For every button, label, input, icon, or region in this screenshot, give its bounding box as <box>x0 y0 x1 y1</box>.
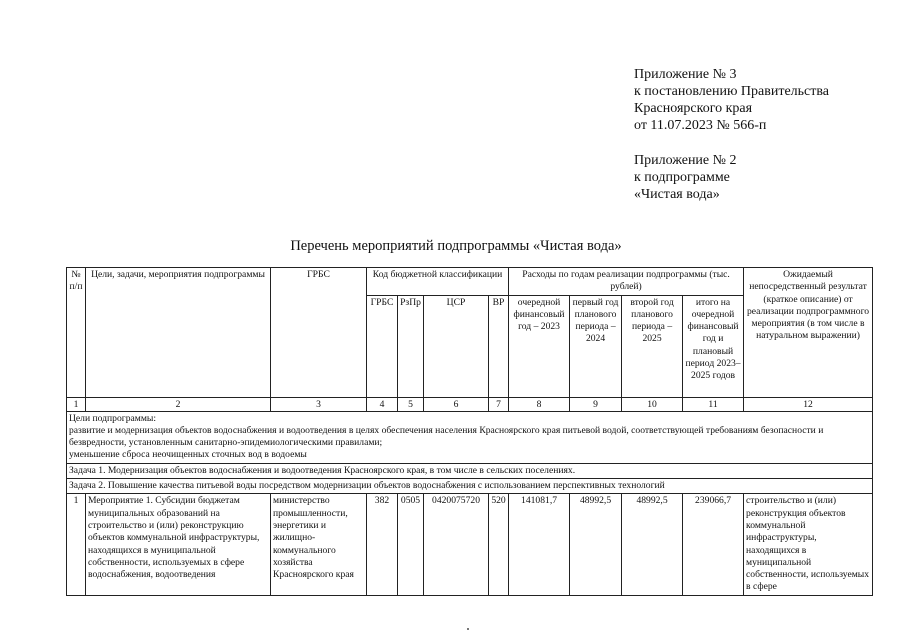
row-grbs-name: министерство промышленности, энергетики и жилищно-коммунального хозяйства Красноярского края <box>271 494 367 595</box>
column-number: 12 <box>744 397 873 411</box>
row-vr: 520 <box>489 494 509 595</box>
header-sub-vr: ВР <box>489 295 509 397</box>
goals-cell <box>67 411 873 463</box>
goal-1: развитие и модернизация объектов водоснабжения и водоотведения в целях обеспечения населения Красноярского края питьевой водой, соответствующей требованиям безопасности и безвредности, установленным санитарно-эпидемиологическими правилами; <box>69 424 824 449</box>
header-goals: Цели, задачи, мероприятия подпрограммы <box>86 268 271 398</box>
column-number: 11 <box>683 397 744 411</box>
task-2-row <box>67 479 873 494</box>
goal-2: уменьшение сброса неочищенных сточных вод в водоемы <box>69 449 307 461</box>
appendix-1-line-2: к постановлению Правительства <box>634 84 830 99</box>
header-budget-code: Код бюджетной классификации <box>367 268 509 296</box>
appendix-block-1 <box>634 66 829 134</box>
column-number: 7 <box>489 397 509 411</box>
appendix-2-line-3: «Чистая вода» <box>634 187 720 202</box>
column-number: 10 <box>622 397 683 411</box>
header-year-2025: второй год планового периода – 2025 <box>622 295 683 397</box>
header-expenses: Расходы по годам реализации подпрограммы (тыс. рублей) <box>509 268 744 296</box>
task-1: Задача 1. Модернизация объектов водоснабжения и водоотведения Красноярского края, в том числе в сельских поселениях. <box>67 463 873 478</box>
appendix-2-line-2: к подпрограмме <box>634 170 730 185</box>
appendix-1-line-1: Приложение № 3 <box>634 67 737 82</box>
task-1-row <box>67 463 873 478</box>
appendix-2-line-1: Приложение № 2 <box>634 153 737 168</box>
row-2025: 48992,5 <box>622 494 683 595</box>
column-number: 9 <box>570 397 622 411</box>
header-sub-grbs: ГРБС <box>367 295 398 397</box>
header-year-2024: первый год планового периода – 2024 <box>570 295 622 397</box>
header-year-2023: очередной финансовый год – 2023 <box>509 295 570 397</box>
row-rzpr: 0505 <box>398 494 424 595</box>
header-sub-rzpr: РзПр <box>398 295 424 397</box>
appendix-block-2 <box>634 152 737 203</box>
row-total: 239066,7 <box>683 494 744 595</box>
scan-speck <box>467 628 469 630</box>
column-number: 3 <box>271 397 367 411</box>
goals-label: Цели подпрограммы: <box>69 412 157 424</box>
column-number: 1 <box>67 397 86 411</box>
column-number: 2 <box>86 397 271 411</box>
column-number: 5 <box>398 397 424 411</box>
task-2: Задача 2. Повышение качества питьевой воды посредством модернизации объектов водоснабжения с использованием перспективных технологий <box>67 479 873 494</box>
header-expected-result: Ожидаемый непосредственный результат (краткое описание) от реализации подпрограммного мероприятия (в том числе в натуральном выражении) <box>744 268 873 398</box>
row-grbs-code: 382 <box>367 494 398 595</box>
table-row <box>67 494 873 595</box>
column-number: 4 <box>367 397 398 411</box>
goals-row <box>67 411 873 463</box>
row-2024: 48992,5 <box>570 494 622 595</box>
header-total: итого на очередной финансовый год и плановый период 2023–2025 годов <box>683 295 744 397</box>
header-sub-csr: ЦСР <box>424 295 489 397</box>
appendix-1-line-4: от 11.07.2023 № 566-п <box>634 118 767 133</box>
row-expected-result: строительство и (или) реконструкция объектов коммунальной инфраструктуры, находящихся в муниципальной собственности, используемых в сфере <box>744 494 873 595</box>
row-measure-name: Мероприятие 1. Субсидии бюджетам муниципальных образований на строительство и (или) реконструкцию объектов коммунальной инфраструктуры, находящихся в муниципальной собственности, используемых в сфере водоснабжения, водоотведения <box>86 494 271 595</box>
header-grbs: ГРБС <box>271 268 367 398</box>
document-title: Перечень мероприятий подпрограммы «Чистая вода» <box>290 238 622 254</box>
appendix-1-line-3: Красноярского края <box>634 101 753 116</box>
row-2023: 141081,7 <box>509 494 570 595</box>
header-row-1 <box>67 268 873 296</box>
measures-table <box>66 267 873 596</box>
column-number: 6 <box>424 397 489 411</box>
column-numbers-row <box>67 397 873 411</box>
row-csr: 0420075720 <box>424 494 489 595</box>
column-number: 8 <box>509 397 570 411</box>
row-num: 1 <box>67 494 86 595</box>
header-num: № п/п <box>67 268 86 398</box>
